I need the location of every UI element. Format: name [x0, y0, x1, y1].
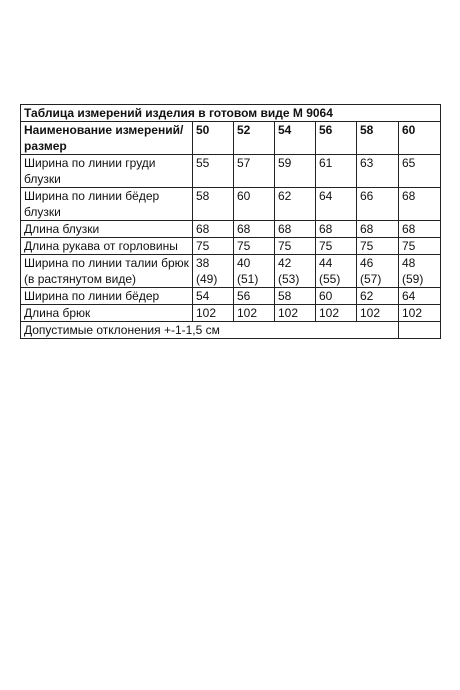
value-cell: 102 — [316, 305, 357, 322]
header-label: Наименование измерений/размер — [21, 122, 193, 155]
value-cell: 68 — [234, 221, 275, 238]
value-cell: 40 (51) — [234, 255, 275, 288]
value-cell: 102 — [193, 305, 234, 322]
value-cell: 58 — [193, 188, 234, 221]
value-cell: 38 (49) — [193, 255, 234, 288]
table-row — [21, 305, 441, 322]
value-cell: 102 — [399, 305, 441, 322]
value-cell: 60 — [316, 288, 357, 305]
table-row — [21, 255, 441, 288]
size-header-cell: 52 — [234, 122, 275, 155]
value-cell: 102 — [275, 305, 316, 322]
value-cell: 68 — [316, 221, 357, 238]
value-cell: 66 — [357, 188, 399, 221]
row-label: Ширина по линии груди блузки — [21, 155, 193, 188]
value-cell: 63 — [357, 155, 399, 188]
value-cell: 75 — [357, 238, 399, 255]
tolerance-note: Допустимые отклонения +-1-1,5 см — [21, 322, 399, 339]
row-label: Длина блузки — [21, 221, 193, 238]
value-cell: 56 — [234, 288, 275, 305]
value-cell: 61 — [316, 155, 357, 188]
value-cell: 42 (53) — [275, 255, 316, 288]
value-cell: 58 — [275, 288, 316, 305]
value-cell: 46 (57) — [357, 255, 399, 288]
value-cell: 65 — [399, 155, 441, 188]
table-row — [21, 288, 441, 305]
table-title: Таблица измерений изделия в готовом виде М 9064 — [21, 105, 441, 122]
size-header-cell: 60 — [399, 122, 441, 155]
value-cell: 102 — [234, 305, 275, 322]
value-cell: 48 (59) — [399, 255, 441, 288]
size-header-cell: 50 — [193, 122, 234, 155]
table-row — [21, 238, 441, 255]
size-header-cell: 56 — [316, 122, 357, 155]
value-cell: 59 — [275, 155, 316, 188]
title-row — [21, 105, 441, 122]
table-row — [21, 155, 441, 188]
value-cell: 60 — [234, 188, 275, 221]
value-cell: 102 — [357, 305, 399, 322]
size-header-cell: 54 — [275, 122, 316, 155]
value-cell: 75 — [399, 238, 441, 255]
measurement-table — [20, 104, 441, 339]
value-cell: 55 — [193, 155, 234, 188]
row-label: Длина брюк — [21, 305, 193, 322]
table-row — [21, 221, 441, 238]
value-cell: 75 — [275, 238, 316, 255]
value-cell: 68 — [357, 221, 399, 238]
value-cell: 62 — [275, 188, 316, 221]
note-row — [21, 322, 441, 339]
header-row — [21, 122, 441, 155]
value-cell: 64 — [316, 188, 357, 221]
value-cell: 68 — [275, 221, 316, 238]
value-cell: 75 — [234, 238, 275, 255]
value-cell: 62 — [357, 288, 399, 305]
value-cell: 57 — [234, 155, 275, 188]
row-label: Ширина по линии бёдер блузки — [21, 188, 193, 221]
value-cell: 68 — [193, 221, 234, 238]
value-cell: 75 — [193, 238, 234, 255]
size-header-cell: 58 — [357, 122, 399, 155]
value-cell: 54 — [193, 288, 234, 305]
table-row — [21, 188, 441, 221]
value-cell: 75 — [316, 238, 357, 255]
row-label: Длина рукава от горловины — [21, 238, 193, 255]
value-cell: 44 (55) — [316, 255, 357, 288]
row-label: Ширина по линии талии брюк (в растянутом виде) — [21, 255, 193, 288]
row-label: Ширина по линии бёдер — [21, 288, 193, 305]
value-cell: 64 — [399, 288, 441, 305]
value-cell: 68 — [399, 221, 441, 238]
value-cell: 68 — [399, 188, 441, 221]
empty-cell — [399, 322, 441, 339]
